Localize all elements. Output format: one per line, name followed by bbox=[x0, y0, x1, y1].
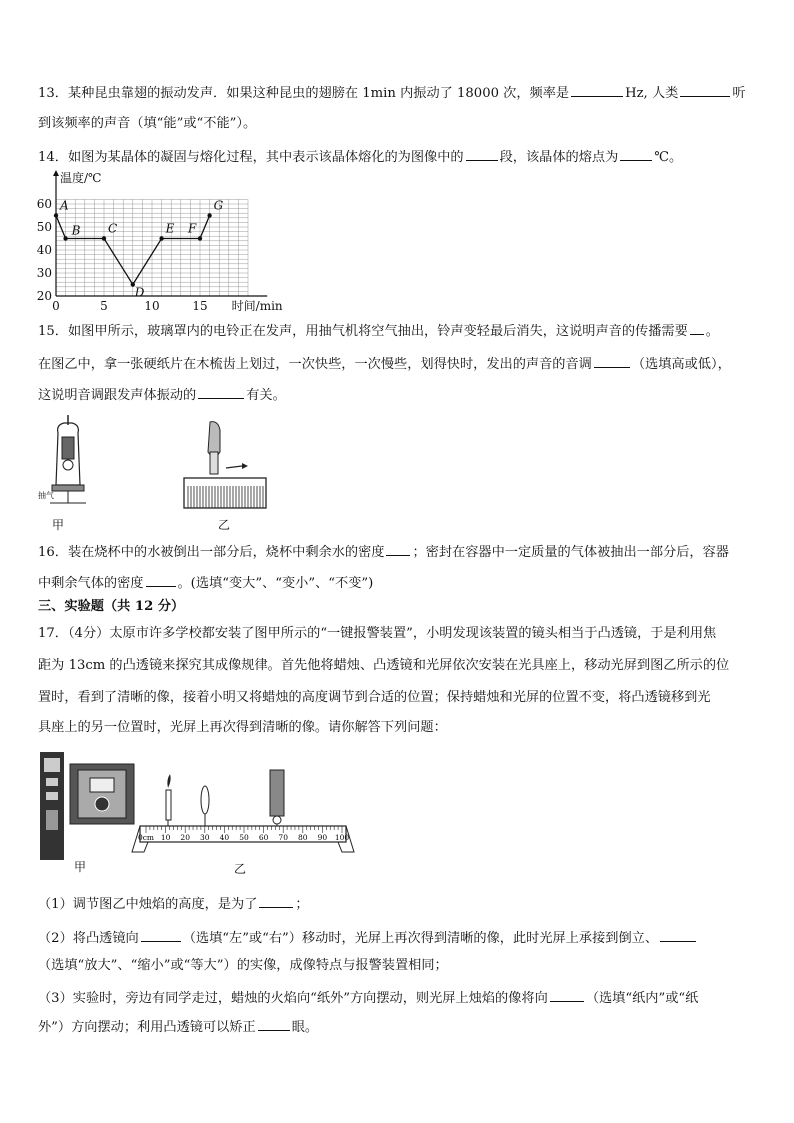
q13-text-c: 听 bbox=[732, 86, 746, 101]
q15-text-e: 有关。 bbox=[246, 388, 286, 403]
q17-sub3-text-b: （选填“纸内”或“纸 bbox=[585, 991, 699, 1006]
q17-sub3-line1 bbox=[38, 987, 758, 1009]
x-tick-label: 0 bbox=[52, 299, 60, 313]
y-axis-arrow bbox=[53, 170, 59, 176]
chart-points bbox=[54, 199, 224, 300]
q14-line1 bbox=[38, 146, 758, 168]
q15-blank-pitch[interactable] bbox=[594, 353, 630, 368]
y-tick-label: 40 bbox=[36, 243, 52, 257]
ruler-label: 50 bbox=[239, 833, 249, 842]
chart-grid bbox=[56, 199, 248, 296]
q14-blank-segment[interactable] bbox=[466, 146, 498, 161]
point-b bbox=[63, 236, 67, 240]
q17-blank-purpose[interactable] bbox=[259, 893, 293, 908]
q13-text-b: Hz, 人类 bbox=[625, 86, 679, 101]
q17-blank-image-size[interactable] bbox=[660, 927, 696, 942]
q15-line2 bbox=[38, 353, 758, 375]
ruler-label: 80 bbox=[298, 833, 308, 842]
q13-blank-hear[interactable] bbox=[680, 82, 730, 97]
q16-text-d: 。(选填“变大”、“变小”、“不变”) bbox=[177, 576, 374, 591]
x-tick-label: 10 bbox=[144, 299, 160, 313]
q15-blank-frequency[interactable] bbox=[198, 384, 244, 399]
figure-jia-label-q17: 甲 bbox=[74, 860, 87, 874]
q14-text-c: ℃。 bbox=[654, 150, 683, 165]
q15-text-b: 在图乙中，拿一张硬纸片在木梳齿上划过，一次快些，一次慢些，划得快时，发出的声音的音调 bbox=[38, 357, 592, 372]
q16-text-a: 16．装在烧杯中的水被倒出一部分后，烧杯中剩余水的密度 bbox=[38, 545, 385, 560]
q15-line3 bbox=[38, 384, 758, 406]
point-c bbox=[102, 236, 106, 240]
point-label-c: C bbox=[108, 221, 118, 236]
q17-sub3-line2 bbox=[38, 1016, 758, 1038]
section-3-heading: 三、实验题（共 12 分） bbox=[38, 599, 185, 614]
q14-text-a: 14．如图为某晶体的凝固与熔化过程，其中表示该晶体熔化的为图像中的 bbox=[38, 150, 464, 165]
ruler-label: 10 bbox=[160, 833, 171, 842]
y-axis-label: 温度/℃ bbox=[60, 171, 102, 185]
ruler-label: 0cm bbox=[137, 833, 155, 842]
comb-figure bbox=[180, 420, 270, 512]
q17-line1: 17．（4分）太原市许多学校都安装了图甲所示的“一键报警装置”，小明发现该装置的镜头相当于凸透镜，于是利用焦 bbox=[38, 626, 717, 641]
q17-sub2-line1 bbox=[38, 927, 758, 949]
point-a bbox=[54, 213, 58, 217]
y-tick-label: 60 bbox=[36, 197, 52, 211]
ruler-label: 40 bbox=[219, 833, 230, 842]
q17-sub1 bbox=[38, 893, 758, 915]
y-tick-label: 20 bbox=[36, 289, 52, 303]
q15-text-d: 这说明音调跟发声体振动的 bbox=[38, 388, 197, 403]
alarm-device-figure bbox=[40, 752, 140, 864]
q17-sub2-line2: （选填“放大”、“缩小”或“等大”）的实像，成像特点与报警装置相同； bbox=[38, 958, 448, 973]
q17-line2: 距为 13cm 的凸透镜来探究其成像规律。首先他将蜡烛、凸透镜和光屏依次安装在光具座上，移动光屏到图乙所示的位 bbox=[38, 658, 730, 673]
q13-text-a: 13．某种昆虫靠翅的振动发声．如果这种昆虫的翅膀在 1min 内振动了 18000 次，频率是 bbox=[38, 86, 570, 101]
ruler-label: 70 bbox=[278, 833, 288, 842]
point-label-b: B bbox=[71, 223, 81, 238]
q14-text-b: 段，该晶体的熔点为 bbox=[499, 150, 619, 165]
point-g bbox=[207, 213, 211, 217]
ruler-label: 30 bbox=[200, 833, 210, 842]
q16-line1 bbox=[38, 541, 758, 563]
ruler-label: 60 bbox=[258, 833, 269, 842]
figure-yi-label-q17: 乙 bbox=[234, 862, 247, 876]
q13-line2: 到该频率的声音（填“能”或“不能”）。 bbox=[38, 116, 257, 131]
q17-sub2-text-b: （选填“左”或“右”）移动时，光屏上再次得到清晰的像，此时光屏上承接到倒立、 bbox=[182, 931, 659, 946]
point-label-f: F bbox=[188, 221, 197, 236]
q17-sub3-text-c: 外”）方向摆动；利用凸透镜可以矫正 bbox=[38, 1020, 256, 1035]
optical-bench-figure bbox=[130, 768, 358, 860]
y-tick-label: 30 bbox=[36, 266, 52, 280]
point-e bbox=[159, 236, 163, 240]
q15-text-c: （选填高或低）， bbox=[631, 357, 731, 372]
q16-blank-water-density[interactable] bbox=[386, 541, 410, 556]
q14-blank-melting-point[interactable] bbox=[620, 146, 652, 161]
q17-line4: 具座上的另一位置时，光屏上再次得到清晰的像。请你解答下列问题： bbox=[38, 720, 447, 735]
point-f bbox=[198, 236, 202, 240]
q13-line1 bbox=[38, 82, 758, 104]
q15-line1 bbox=[38, 320, 758, 342]
q16-text-c: 中剩余气体的密度 bbox=[38, 576, 144, 591]
figure-yi-label-q15: 乙 bbox=[218, 518, 231, 532]
q17-line3: 置时，看到了清晰的像，接着小明又将蜡烛的高度调节到合适的位置；保持蜡烛和光屏的位置不变，将凸透镜移到光 bbox=[38, 690, 711, 705]
q17-blank-eye-type[interactable] bbox=[258, 1016, 290, 1031]
q15-text-a: 15．如图甲所示，玻璃罩内的电铃正在发声，用抽气机将空气抽出，铃声变轻最后消失，这说明声音的传播需要 bbox=[38, 324, 688, 339]
y-tick-label: 50 bbox=[36, 220, 52, 234]
q15-text-end: 。 bbox=[705, 324, 719, 339]
point-label-d: D bbox=[134, 285, 145, 300]
q17-sub2-text-a: （2）将凸透镜向 bbox=[38, 931, 139, 946]
ruler-label: 20 bbox=[180, 833, 190, 842]
x-tick-label: 5 bbox=[100, 299, 108, 313]
q17-sub1-text-a: （1）调节图乙中烛焰的高度，是为了 bbox=[38, 897, 258, 912]
q16-line2 bbox=[38, 572, 758, 594]
q17-blank-swing-direction[interactable] bbox=[550, 987, 584, 1002]
q17-sub1-text-b: ； bbox=[295, 897, 309, 912]
q17-blank-direction[interactable] bbox=[141, 927, 181, 942]
q17-sub3-text-a: （3）实验时，旁边有同学走过，蜡烛的火焰向“纸外”方向摆动，则光屏上烛焰的像将向 bbox=[38, 991, 548, 1006]
q16-text-b: ；密封在容器中一定质量的气体被抽出一部分后，容器 bbox=[412, 545, 729, 560]
ruler-tick-labels bbox=[138, 833, 349, 842]
x-tick-label: 15 bbox=[192, 299, 208, 313]
ruler-label: 100 bbox=[334, 833, 350, 842]
chart-axes bbox=[53, 170, 267, 296]
point-label-a: A bbox=[60, 198, 69, 213]
q17-sub3-text-d: 眼。 bbox=[291, 1020, 319, 1035]
point-label-g: G bbox=[213, 198, 224, 213]
q13-blank-frequency[interactable] bbox=[571, 82, 623, 97]
melting-curve-chart bbox=[30, 168, 310, 318]
q16-blank-gas-density[interactable] bbox=[146, 572, 176, 587]
point-label-e: E bbox=[165, 221, 175, 236]
q15-blank-medium[interactable] bbox=[690, 320, 704, 335]
figure-jia-label-q15: 甲 bbox=[52, 518, 65, 532]
pump-label: 抽气 bbox=[38, 491, 54, 500]
ruler-label: 90 bbox=[317, 833, 328, 842]
x-axis-label: 时间/min bbox=[231, 299, 283, 313]
